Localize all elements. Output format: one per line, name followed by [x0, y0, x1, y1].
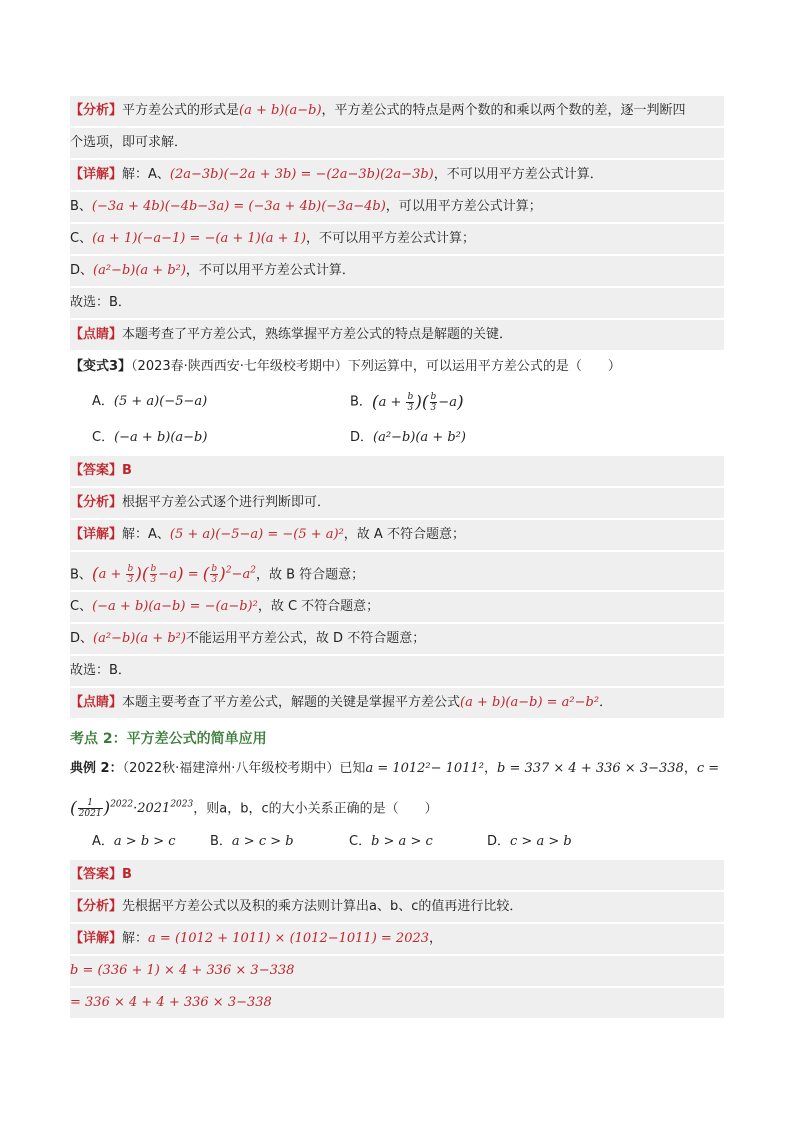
detail-text: ，不可以用平方差公式计算；: [306, 231, 476, 246]
option-c: [349, 828, 433, 856]
detail-tag: 【详解】: [70, 931, 123, 946]
detail-label: D、: [70, 631, 94, 646]
example2-question-line-1: [70, 754, 724, 784]
analysis-tag: 【分析】: [70, 899, 123, 914]
option-formula: (5 + a)(−5−a): [113, 394, 208, 409]
detail-text: ，故 C 不符合题意；: [257, 599, 380, 614]
detail-text: ，不可以用平方差公式计算．: [433, 167, 603, 182]
option-label: D．: [487, 834, 511, 849]
analysis-text: 个选项，即可求解．: [70, 135, 188, 150]
detail-line-b: [70, 956, 724, 986]
detail-formula: (−a + b)(a−b) = −(a−b)²: [92, 599, 258, 614]
choose-line: [70, 288, 724, 318]
detail-text: 解：A、: [122, 167, 170, 182]
detail-formula: (a + $\frac{b}{3}$ )( $\frac{b}{3}$ −a) = ( $\frac{b}{3}$ )$^2-a^2$: [91, 564, 256, 586]
comment-text: 本题主要考查了平方差公式，解题的关键是掌握平方差公式: [122, 695, 461, 710]
option-d: [487, 828, 572, 856]
analysis-line-2: [70, 128, 724, 158]
detail-line-c: [70, 224, 724, 254]
variant3-source: （2023春·陕西西安·七年级校考期中）下列运算中，可以运用平方差公式的是（ ）: [131, 359, 621, 374]
detail-line-c: [70, 988, 724, 1018]
comment-line: [70, 320, 724, 350]
option-label: D．: [350, 430, 374, 445]
comment-text: 本题考查了平方差公式，熟练掌握平方差公式的特点是解题的关键．: [122, 327, 513, 342]
example-formula-c: ( $\frac{1}{2021}$ )$^{2022}\cdot 2021^{2023}$: [70, 798, 194, 820]
detail-tag: 【详解】: [70, 167, 123, 182]
option-label: B．: [210, 834, 232, 849]
answer-tag: 【答案】: [70, 463, 123, 478]
detail-formula: = 336 × 4 + 4 + 336 × 3−338: [70, 995, 272, 1010]
detail-text: ，可以用平方差公式计算；: [385, 199, 542, 214]
detail-label: B、: [70, 199, 92, 214]
comment-formula: (a + b)(a−b) = a²−b²: [460, 695, 600, 710]
detail-line-b: [70, 192, 724, 222]
variant3-tag: 【变式3】: [70, 359, 132, 374]
variant3-question: [70, 352, 724, 382]
choose-text: 故选：B．: [70, 663, 131, 678]
option-formula: a > b > c: [113, 834, 176, 849]
analysis-line-1: [70, 96, 724, 126]
example-formula: a = 1012²− 1011²: [365, 761, 484, 776]
detail-line-d: [70, 256, 724, 286]
detail-text: 解：A、: [122, 527, 170, 542]
example-formula: b = 337 × 4 + 336 × 3−338: [496, 761, 684, 776]
detail-formula: b = (336 + 1) × 4 + 336 × 3−338: [70, 963, 295, 978]
detail-formula: a = (1012 + 1011) × (1012−1011) = 2023: [148, 931, 430, 946]
option-label: C．: [349, 834, 372, 849]
answer-line: [70, 860, 724, 890]
choose-line: [70, 656, 724, 686]
option-formula: c > a > b: [510, 834, 572, 849]
choose-text: 故选：B．: [70, 295, 131, 310]
detail-formula: (a + 1)(−a−1) = −(a + 1)(a + 1): [92, 231, 307, 246]
section-heading: 考点 2：平方差公式的简单应用: [70, 731, 267, 747]
example-label: 典例 2：: [70, 761, 123, 776]
detail-label: B、: [70, 567, 92, 583]
question-text: 则a，b，c的大小关系正确的是（ ）: [206, 801, 438, 817]
analysis-formula: (a + b)(a−b): [239, 103, 322, 118]
detail-line-c: [70, 592, 724, 622]
detail-formula: (2a−3b)(−2a + 3b) = −(2a−3b)(2a−3b): [169, 167, 434, 182]
separator: ，: [483, 761, 497, 776]
option-formula: (−a + b)(a−b): [114, 430, 208, 445]
option-c: [92, 424, 207, 452]
option-formula: (a²−b)(a + b²): [373, 430, 466, 445]
detail-formula: (a²−b)(a + b²): [93, 631, 186, 646]
separator: ，: [683, 761, 697, 776]
detail-text: ，故 B 符合题意；: [255, 567, 365, 583]
comment-text: ．: [599, 695, 613, 710]
analysis-tag: 【分析】: [70, 103, 123, 118]
analysis-line: [70, 488, 724, 518]
option-label: A．: [92, 394, 114, 409]
option-a: [92, 388, 207, 416]
detail-text: ，不可以用平方差公式计算．: [185, 263, 355, 278]
option-formula: (a + $\frac{b}{3}$ )( $\frac{b}{3}$ −a): [371, 391, 464, 413]
answer-tag: 【答案】: [70, 867, 123, 882]
detail-line-a: [70, 520, 724, 550]
detail-line-a: [70, 160, 724, 190]
detail-line-b: [70, 552, 724, 590]
detail-line-d: [70, 624, 724, 654]
comment-line: [70, 688, 724, 718]
answer-value: B: [122, 867, 132, 882]
analysis-tag: 【分析】: [70, 495, 123, 510]
detail-label: D、: [70, 263, 94, 278]
answer-value: B: [122, 463, 132, 478]
option-b: [350, 388, 464, 416]
detail-label: C、: [70, 599, 93, 614]
detail-formula: (5 + a)(−5−a) = −(5 + a)²: [169, 527, 344, 542]
detail-line-a: [70, 924, 724, 954]
detail-text: ，故 A 不符合题意；: [343, 527, 465, 542]
detail-text: 解：: [122, 931, 149, 946]
example-source: （2022秋·福建漳州·八年级校考期中）已知: [122, 761, 366, 776]
answer-line: [70, 456, 724, 486]
detail-formula: (a²−b)(a + b²): [93, 263, 186, 278]
question-text: ，: [193, 801, 207, 817]
detail-label: C、: [70, 231, 93, 246]
example2-question-line-2: [70, 788, 724, 822]
option-label: A．: [92, 834, 114, 849]
option-label: C．: [92, 430, 115, 445]
option-formula: b > a > c: [371, 834, 433, 849]
option-b: [210, 828, 294, 856]
detail-formula: (−3a + 4b)(−4b−3a) = (−3a + 4b)(−3a−4b): [91, 199, 386, 214]
analysis-text: 根据平方差公式逐个进行判断即可．: [122, 495, 331, 510]
detail-text: 不能运用平方差公式，故 D 不符合题意；: [185, 631, 426, 646]
comment-tag: 【点睛】: [70, 695, 123, 710]
example-formula: c =: [696, 761, 720, 776]
analysis-text: 平方差公式的形式是: [122, 103, 240, 118]
option-d: [350, 424, 466, 452]
comment-tag: 【点睛】: [70, 327, 123, 342]
analysis-line: [70, 892, 724, 922]
option-label: B．: [350, 394, 372, 410]
analysis-text: ，平方差公式的特点是两个数的和乘以两个数的差，逐一判断四: [321, 103, 686, 118]
option-formula: a > c > b: [231, 834, 294, 849]
analysis-text: 先根据平方差公式以及积的乘方法则计算出a、b、c的值再进行比较．: [122, 899, 523, 914]
option-a: [92, 828, 176, 856]
detail-text: ，: [429, 931, 443, 946]
detail-tag: 【详解】: [70, 527, 123, 542]
